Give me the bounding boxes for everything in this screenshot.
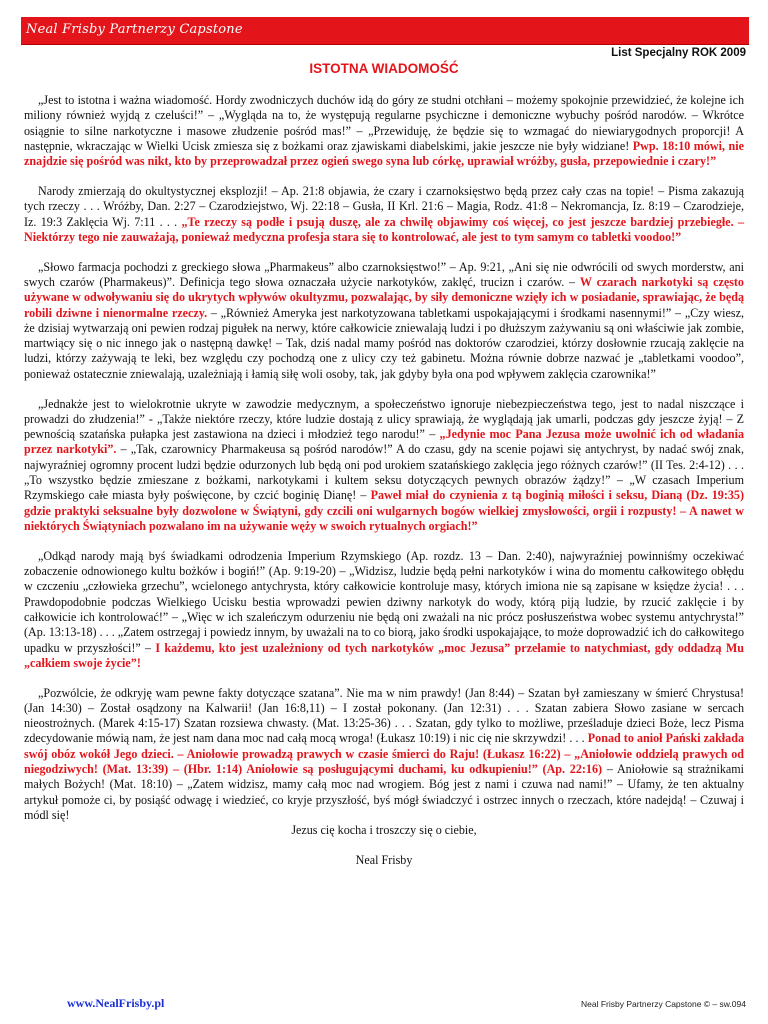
- highlighted-run: I każdemu, kto jest uzależniony od tych narkotyków „moc Jezusa” przełamie to natychmiast, gdy oddadzą Mu „całkiem swoje życie”!: [24, 640, 745, 670]
- paragraph: [24, 549, 744, 671]
- paragraph: [24, 397, 744, 535]
- document-body: [24, 93, 744, 868]
- paragraph-run: Narody zmierzają do okultystycznej eksplozji! – Ap. 21:8 objawia, że czary i czarnoksięstwo będą przez cały czas na topie! – Pisma zakazują tych rzeczy . . . Wróżby, Dan. 2:27 – Czarodziejstwo, Wj. 22:18 – Gusła, II Krl. 21:6 – Magia, Rodz. 41:8 – Nekromancja, Iz. 8:19 – Czarodzieje, Iz. 19:3 Zaklęcia Wj. 7:11 . . .: [24, 183, 744, 229]
- footer-website-link[interactable]: www.NealFrisby.pl: [67, 996, 165, 1010]
- paragraph-run: „Słowo farmacja pochodzi z greckiego słowa „Pharmakeus” albo czarnoksięstwo!” – Ap. 9:21, „Ani się nie odwrócili od swych morderstw, ani swych czarów (Pharmakeus)”. Definicja tego słowa oznaczała użycie narkotyków, zaklęć, trucizn i czarów. –: [24, 259, 744, 289]
- highlighted-run: Paweł miał do czynienia z tą boginią miłości i seksu, Dianą (Dz. 19:35) gdzie praktyki seksualne były dozwolone w Świątyni, gdy czcili oni wulgarnych bogów wielkiej zmysłowości, orgii i rozpusty! – A nawet w niektórych Świątyniach pozwalano im na używanie węży w swoich rytualnych orgiach!”: [24, 488, 744, 533]
- paragraph-run: „Jednakże jest to wielokrotnie ukryte w zawodzie medycznym, a społeczeństwo ignoruje niebezpieczeństwa tego, jest to nadal niszczące i prowadzi do złudzenia!” - „Także niektóre rzeczy, które ludzie dostają z ulicy sprawiają, że wyglądają jak umarli, podczas gdy jeszcze żyją! – Z pewnością szatańska pułapka jest zastawiona na dzieci i młodzież tego narodu!” –: [24, 396, 744, 442]
- paragraph: [24, 686, 744, 824]
- paragraph-run: – „Tak, czarownicy Pharmakeusa są pośród narodów!” A do czasu, gdy na scenie pojawi się antychryst, by nadać swój znak, najwyraźniej ogromny procent ludzi będzie odurzonych lub będą oni pod urokiem szatańskiego zaklęcia jego różnych czarów!” (II Tes. 2:4-12) . . . „To wszystko będzie zmieszane z bożkami, narkotykami i kultem seksu dotyczących pewnych obrazów żądzy!” – „W czasach Imperium Rzymskiego całe miasta były poświęcone, by czcić boginię Dianę! –: [24, 442, 744, 503]
- footer-copyright: Neal Frisby Partnerzy Capstone © – sw.094: [580, 999, 746, 1009]
- highlighted-run: Pwp. 18:10 mówi, nie znajdzie się pośród was nikt, kto by przeprowadzał przez ogień swego syna lub córkę, uprawiał wróżby, gusła, przepowiednie i czary!”: [24, 138, 744, 169]
- highlighted-run: W czarach narkotyki są często używane w odwoływaniu się do ukrytych wpływów okultyzmu, pozwalając, by siły demoniczne wzięły ich w posiadanie, sprawiając, że będą robili dziwne i nienormalne rzeczy.: [24, 274, 744, 320]
- paragraph: [24, 260, 744, 382]
- banner-title: Neal Frisby Partnerzy Capstone: [26, 22, 243, 37]
- paragraph-run: „Pozwólcie, że odkryję wam pewne fakty dotyczące szatana”. Nie ma w nim prawdy! (Jan 8:44) – Szatan był zamieszany w śmierć Chrystusa! (Jan 14:30) – Został osądzony na Kalwarii! (Jan 16:8,11) – I został pokonany. (Jan 12:31) . . . Szatan zabiera Słowo zasiane w sercach nieostrożnych. (Marek 4:15-17) Szatan rozsiewa chwasty. (Mat. 13:25-36) . . . Szatan, gdy tylko to możliwe, prześladuje dzieci Boże, lecz Pisma zdecydowanie mówią nam, że jest nam dana moc nad całą mocą wroga! (Łukasz 10:19) i nic cię nie skrzywdzi! . . .: [24, 685, 744, 746]
- highlighted-run: „Te rzeczy są podłe i psują duszę, ale za chwilę objawimy coś więcej, co jest jeszcze bardziej przebiegłe. – Niektórzy tego nie zauważają, ponieważ medyczna profesja stara się to kontrolować, ale jest to tym samym co tabletki voodoo!”: [24, 214, 745, 244]
- header-banner: [21, 17, 749, 45]
- paragraph-run: – „Również Ameryka jest narkotyzowana tabletkami uspokajającymi i środkami nasennymi!” – „Czy wiesz, że dzisiaj wytwarzają oni pewien rodzaj pigułek na nerwy, które całkowicie zniewalają ludzi i po dłuższym zażywaniu są oni właściwie jak zombie, martwiący się o nic innego jak o następną dawkę! – Tak, dziś nadal mamy pośród nas doktorów czarodziei, którzy dosłownie rzucają zaklęcie na ludzi, którzy zażywają te leki, bez względu czy pochodzą one z ulicy czy też gabinetu. Można równie dobrze nazwać je „tabletkami voodoo”, ponieważ ostatecznie zniewalają, uzależniają i łamią siłę woli osoby, tak, jak gdyby była ona pod wpływem zaklęcia czarownika!”: [24, 305, 744, 381]
- paragraph-run: „Jest to istotna i ważna wiadomość. Hordy zwodniczych duchów idą do góry ze studni otchłani – możemy spokojnie przewidzieć, że kolejne ich miliony również wyjdą z czeluści!” – „Wygląda na to, że występują regularne psychiczne i demoniczne wybuchy pośród narodów. – Wkrótce osiągnie to silne narkotyczne i masowe złudzenie pośród mas!” – „Przewiduję, że będzie się to wzmagać do niewiarygodnych proporcji! A następnie, wkraczając w Wielki Ucisk zmiesza się z bożkami oraz zjawiskami diabelskimi, jakie jeszcze nie były widziane!: [24, 93, 744, 153]
- paragraph: [24, 93, 744, 169]
- paragraph: [24, 184, 744, 245]
- highlighted-run: „Jedynie moc Pana Jezusa może uwolnić ich od władania przez narkotyki”.: [24, 427, 744, 457]
- paragraph-run: – Aniołowie są strażnikami małych Bożych! (Mat. 18:10) – „Zatem widzisz, mamy całą moc nad wrogiem. Bóg jest z nami i czuwa nad nami!” – Ufamy, że ten aktualny artykuł pomoże ci, by posiąść odwagę i wiedzieć, co kryje przyszłość, byś mógł świadczyć i ostrzec innych o rzeczach, które nadejdą! – Czuwaj i módl się!: [24, 762, 744, 822]
- highlighted-run: Ponad to anioł Pański zakłada swój obóz wokół Jego dzieci. – Aniołowie prowadzą prawych w czasie śmierci do Raju! (Łukasz 16:22) – „Aniołowie oddzielą prawych od niegodziwych! (Mat. 13:39) – (Hbr. 1:14) Aniołowie są posługującymi duchami, ku odkupieniu!” (Ap. 22:16): [24, 731, 744, 777]
- closing-line: Jezus cię kocha i troszczy się o ciebie,: [291, 823, 477, 838]
- letter-label: List Specjalny ROK 2009: [611, 47, 746, 59]
- paragraph-run: „Odkąd narody mają byś świadkami odrodzenia Imperium Rzymskiego (Ap. rozdz. 13 – Dan. 2:40), najwyraźniej powinniśmy oczekiwać zobaczenie odnowionego kultu bożków i bogiń!” (Ap. 9:19-20) – „Widzisz, ludzie będą pełni narkotyków i wina do momentu całkowitego obłędu w czczeniu „człowieka grzechu”, wcielonego antychrysta, który całkowicie kontroluje masy, których imiona nie są zapisane w księdze życia! . . . Prawdopodobnie podczas Wielkiego Ucisku bestia wprowadzi pewien dziwny narkotyk do wody, którą piją ludzie, by rzucić zaklęcie i by całkowicie ich kontrolować!” – „Więc w ich szaleńczym odurzeniu nie będą oni zważali na nic prócz posłuszeństwa wobec systemu antychrysta!” (Ap. 13:13-18) . . . „Zatem ostrzegaj i powiedz innym, by uważali na to co biorą, jako środki uspokajające, to może doprowadzić ich do całkowitego upadku w przyszłości!” –: [24, 548, 744, 655]
- document-title: ISTOTNA WIADOMOŚĆ: [309, 61, 459, 76]
- signature: Neal Frisby: [355, 852, 413, 867]
